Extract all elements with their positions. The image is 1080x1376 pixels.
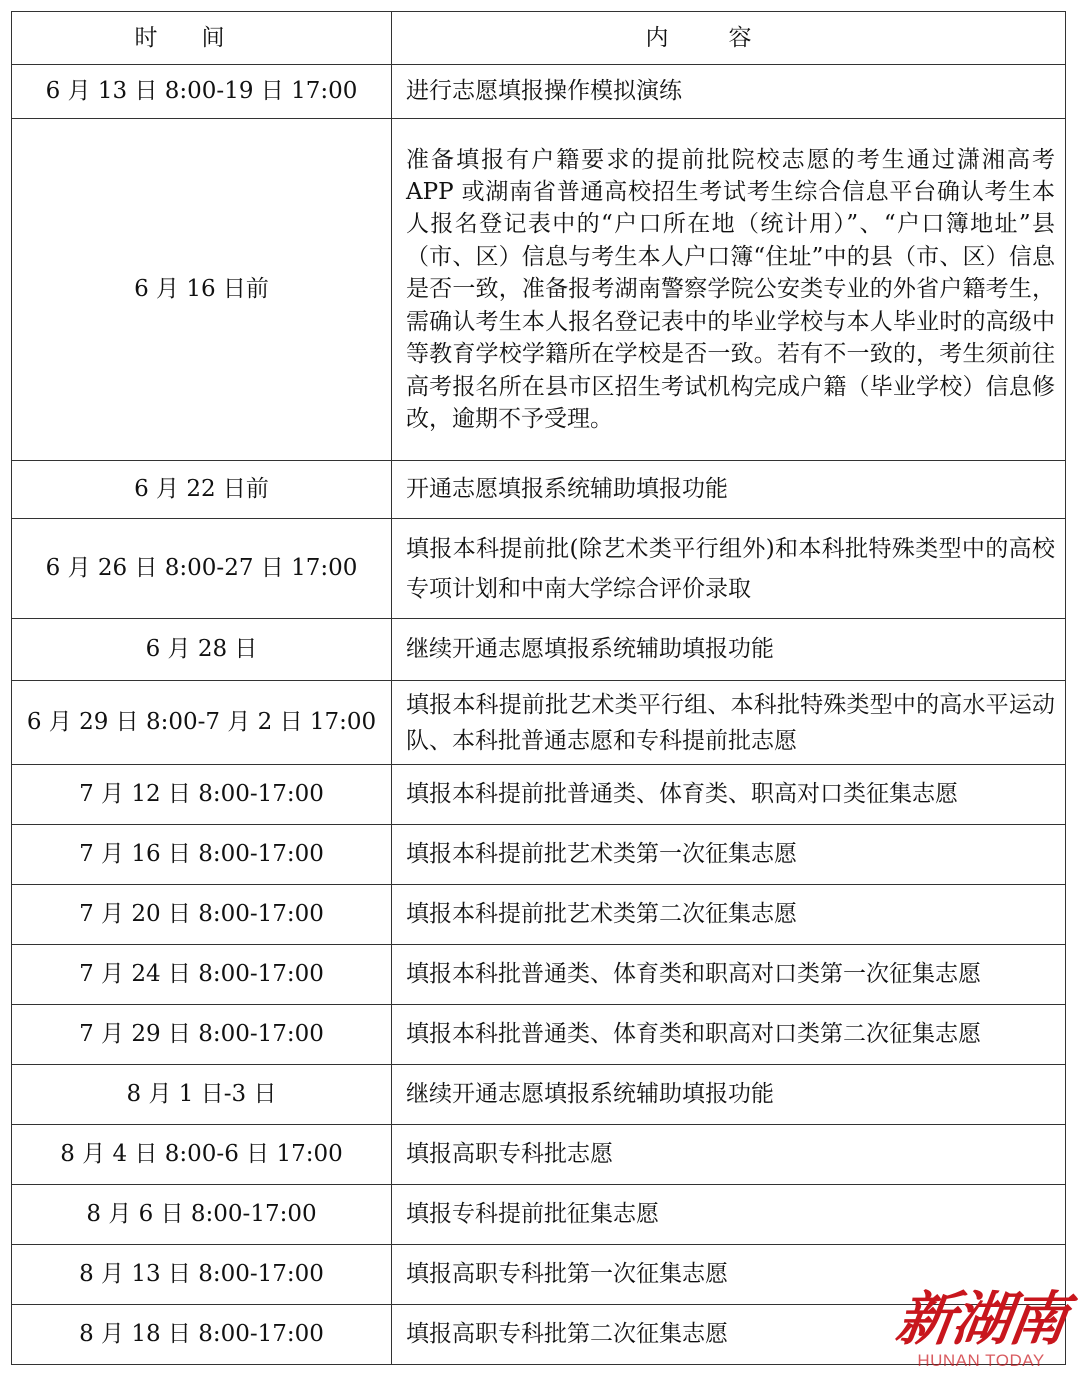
row-content: 开通志愿填报系统辅助填报功能	[392, 461, 1066, 519]
row-time: 6 月 16 日前	[12, 119, 392, 461]
schedule-table	[11, 11, 1066, 1365]
row-content: 填报高职专科批志愿	[392, 1125, 1066, 1185]
row-content: 填报本科提前批艺术类第一次征集志愿	[392, 825, 1066, 885]
row-content: 填报本科批普通类、体育类和职高对口类第一次征集志愿	[392, 945, 1066, 1005]
table-row	[12, 1005, 1066, 1065]
row-time: 8 月 1 日-3 日	[12, 1065, 392, 1125]
row-content: 填报本科批普通类、体育类和职高对口类第二次征集志愿	[392, 1005, 1066, 1065]
table-row	[12, 765, 1066, 825]
row-time: 7 月 16 日 8:00-17:00	[12, 825, 392, 885]
table-row	[12, 1065, 1066, 1125]
row-time: 8 月 18 日 8:00-17:00	[12, 1305, 392, 1365]
table-row	[12, 1185, 1066, 1245]
header-time: 时间	[12, 12, 392, 65]
table-row	[12, 65, 1066, 119]
table-row	[12, 885, 1066, 945]
row-content: 填报高职专科批第二次征集志愿	[392, 1305, 1066, 1365]
table-row	[12, 681, 1066, 765]
row-content: 进行志愿填报操作模拟演练	[392, 65, 1066, 119]
row-time: 7 月 12 日 8:00-17:00	[12, 765, 392, 825]
row-time: 6 月 13 日 8:00-19 日 17:00	[12, 65, 392, 119]
table-row	[12, 119, 1066, 461]
row-content: 填报本科提前批(除艺术类平行组外)和本科批特殊类型中的高校专项计划和中南大学综合评价录取	[392, 519, 1066, 619]
row-time: 6 月 29 日 8:00-7 月 2 日 17:00	[12, 681, 392, 765]
row-content: 填报本科提前批艺术类第二次征集志愿	[392, 885, 1066, 945]
row-time: 8 月 6 日 8:00-17:00	[12, 1185, 392, 1245]
row-content: 填报本科提前批普通类、体育类、职高对口类征集志愿	[392, 765, 1066, 825]
table-row	[12, 1125, 1066, 1185]
header-content: 内容	[392, 12, 1066, 65]
row-time: 6 月 26 日 8:00-27 日 17:00	[12, 519, 392, 619]
row-content: 准备填报有户籍要求的提前批院校志愿的考生通过潇湘高考 APP 或湖南省普通高校招生考试考生综合信息平台确认考生本人报名登记表中的“户口所在地（统计用）”、“户口簿地址”县（市、区）信息与考生本人户口簿“住址”中的县（市、区）信息是否一致，准备报考湖南警察学院公安类专业的外省户籍考生，需确认考生本人报名登记表中的毕业学校与本人毕业时的高级中等教育学校学籍所在学校是否一致。若有不一致的，考生须前往高考报名所在县市区招生考试机构完成户籍（毕业学校）信息修改，逾期不予受理。	[392, 119, 1066, 461]
row-content: 继续开通志愿填报系统辅助填报功能	[392, 1065, 1066, 1125]
hunan-today-watermark	[892, 1285, 1070, 1370]
row-content: 填报高职专科批第一次征集志愿	[392, 1245, 1066, 1305]
watermark-subtitle: HUNAN TODAY	[917, 1351, 1045, 1370]
table-row	[12, 945, 1066, 1005]
table-header-row	[12, 12, 1066, 65]
row-time: 7 月 20 日 8:00-17:00	[12, 885, 392, 945]
row-time: 6 月 22 日前	[12, 461, 392, 519]
row-content: 继续开通志愿填报系统辅助填报功能	[392, 619, 1066, 681]
row-time: 7 月 29 日 8:00-17:00	[12, 1005, 392, 1065]
row-content: 填报专科提前批征集志愿	[392, 1185, 1066, 1245]
table-row	[12, 619, 1066, 681]
table-row	[12, 461, 1066, 519]
table-row	[12, 825, 1066, 885]
row-time: 8 月 13 日 8:00-17:00	[12, 1245, 392, 1305]
row-content: 填报本科提前批艺术类平行组、本科批特殊类型中的高水平运动队、本科批普通志愿和专科提前批志愿	[392, 681, 1066, 765]
row-time: 6 月 28 日	[12, 619, 392, 681]
watermark-logo-text: 新湖南	[892, 1285, 1070, 1353]
row-time: 8 月 4 日 8:00-6 日 17:00	[12, 1125, 392, 1185]
row-time: 7 月 24 日 8:00-17:00	[12, 945, 392, 1005]
table-row	[12, 519, 1066, 619]
